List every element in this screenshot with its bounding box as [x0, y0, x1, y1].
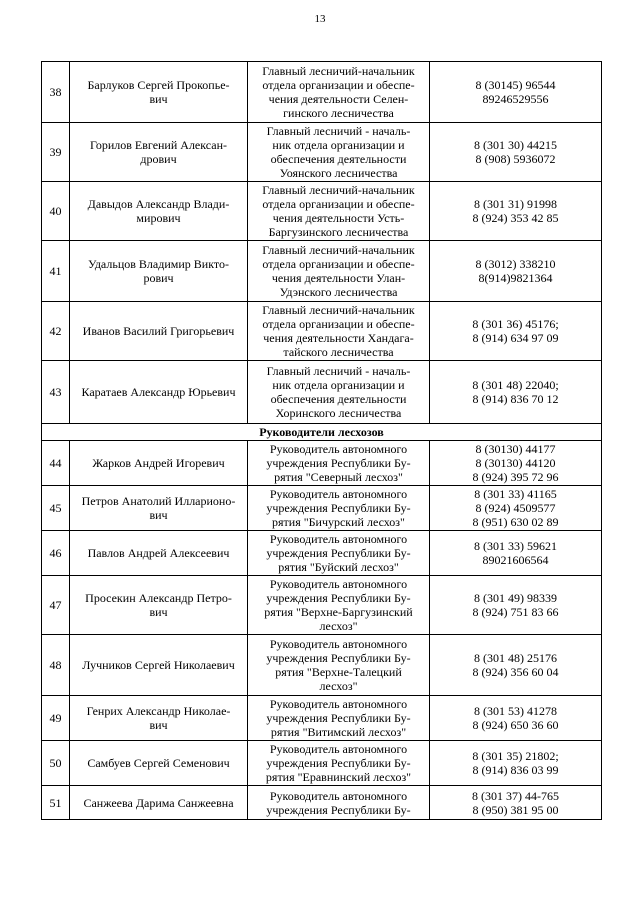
job-position [248, 441, 430, 486]
person-name [70, 635, 248, 696]
phone-numbers [430, 302, 602, 361]
job-position-line: Руководитель автономного [269, 442, 408, 456]
job-position-line: чения деятельности Селен- [268, 92, 409, 106]
contacts-table [41, 61, 602, 820]
phone-numbers-line: 8 (301 49) 98339 [474, 591, 557, 605]
person-name-line: Просекин Александр Петро- [85, 591, 232, 605]
phone-numbers-line: 8 (924) 650 36 60 [472, 718, 559, 732]
phone-numbers-line: 8 (301 33) 41165 [474, 487, 557, 501]
job-position-line: учреждения Республики Бу- [266, 501, 411, 515]
phone-numbers [430, 486, 602, 531]
job-position [248, 576, 430, 635]
phone-numbers [430, 576, 602, 635]
phone-numbers-line: 8 (301 30) 44215 [474, 138, 557, 152]
table-row [42, 361, 602, 424]
job-position-line: Хоринского лесничества [275, 406, 402, 420]
person-name-line: рович [143, 271, 174, 285]
job-position-line: отдела организации и обеспе- [262, 197, 415, 211]
person-name-line: вич [149, 92, 168, 106]
phone-numbers [430, 741, 602, 786]
job-position-line: рятия "Буйский лесхоз" [278, 560, 399, 574]
phone-numbers [430, 241, 602, 302]
phone-numbers [430, 635, 602, 696]
phone-numbers-line: 8 (924) 353 42 85 [472, 211, 559, 225]
phone-numbers-line: 8 (951) 630 02 89 [472, 515, 559, 529]
phone-numbers-line: 8(914)9821364 [478, 271, 553, 285]
job-position-line: чения деятельности Усть- [272, 211, 405, 225]
row-number: 49 [42, 696, 70, 741]
job-position-line: Руководитель автономного [269, 532, 408, 546]
row-number: 48 [42, 635, 70, 696]
phone-numbers-line: 8 (301 37) 44-765 [472, 788, 559, 803]
row-number: 44 [42, 441, 70, 486]
job-position-line: учреждения Республики Бу- [266, 591, 411, 605]
job-position-line: чения деятельности Улан- [271, 271, 406, 285]
job-position-line: тайского лесничества [283, 345, 394, 359]
person-name-line: Павлов Андрей Алексеевич [87, 546, 230, 560]
table-row [42, 576, 602, 635]
job-position-line: Руководитель автономного [269, 788, 408, 803]
phone-numbers-line: 8 (30130) 44120 [475, 456, 556, 470]
phone-numbers-line: 8 (30145) 96544 [475, 78, 556, 92]
person-name [70, 182, 248, 241]
phone-numbers-line: 8 (914) 634 97 09 [472, 331, 559, 345]
job-position-line: гинского лесничества [283, 106, 394, 120]
job-position-line: Главный лесничий-начальник [262, 243, 415, 257]
job-position-line: ник отдела организации и [272, 138, 405, 152]
job-position-line: чения деятельности Хандага- [263, 331, 414, 345]
row-number: 43 [42, 361, 70, 424]
phone-numbers-line: 8 (924) 356 60 04 [472, 665, 559, 679]
table-row [42, 302, 602, 361]
job-position-line: отдела организации и обеспе- [262, 257, 415, 271]
person-name-line: Давыдов Александр Влади- [87, 197, 230, 211]
row-number: 50 [42, 741, 70, 786]
table-row [42, 786, 602, 820]
person-name [70, 531, 248, 576]
table-row [42, 486, 602, 531]
job-position-line: учреждения Республики Бу- [266, 756, 411, 770]
job-position [248, 635, 430, 696]
job-position [248, 123, 430, 182]
phone-numbers-line: 8 (301 35) 21802; [472, 749, 559, 763]
person-name-line: Санжеева Дарима Санжеевна [83, 795, 234, 810]
phone-numbers-line: 8 (908) 5936072 [475, 152, 556, 166]
job-position-line: лесхоз" [319, 679, 358, 693]
person-name [70, 361, 248, 424]
job-position-line: Удэнского лесничества [279, 285, 398, 299]
phone-numbers-line: 8 (924) 4509577 [475, 501, 556, 515]
phone-numbers-line: 8 (950) 381 95 00 [472, 802, 559, 817]
phone-numbers [430, 123, 602, 182]
person-name-line: вич [149, 718, 168, 732]
job-position-line: Главный лесничий - началь- [266, 364, 411, 378]
job-position-line: Уоянского лесничества [279, 166, 398, 180]
page-number: 13 [314, 13, 326, 25]
phone-numbers [430, 786, 602, 820]
job-position [248, 786, 430, 820]
phone-numbers-line: 8 (924) 751 83 66 [472, 605, 559, 619]
job-position-line: Главный лесничий - началь- [266, 124, 411, 138]
person-name [70, 62, 248, 123]
person-name-line: Самбуев Сергей Семенович [87, 756, 230, 770]
section-header: Руководители лесхозов [42, 424, 602, 441]
phone-numbers-line: 89246529556 [482, 92, 549, 106]
phone-numbers-line: 89021606564 [482, 553, 549, 567]
person-name [70, 741, 248, 786]
table-row [42, 741, 602, 786]
person-name-line: Петров Анатолий Илларионо- [81, 494, 236, 508]
job-position-line: лесхоз" [319, 619, 358, 633]
job-position-line: Главный лесничий-начальник [262, 183, 415, 197]
person-name [70, 123, 248, 182]
row-number: 40 [42, 182, 70, 241]
person-name-line: Жарков Андрей Игоревич [92, 456, 225, 470]
job-position [248, 696, 430, 741]
job-position-line: рятия "Бичурский лесхоз" [272, 515, 405, 529]
row-number: 38 [42, 62, 70, 123]
phone-numbers-line: 8 (924) 395 72 96 [472, 470, 559, 484]
job-position [248, 62, 430, 123]
phone-numbers-line: 8 (3012) 338210 [475, 257, 556, 271]
table-row [42, 182, 602, 241]
job-position [248, 302, 430, 361]
person-name-line: Лучников Сергей Николаевич [82, 658, 235, 672]
phone-numbers [430, 361, 602, 424]
person-name-line: Генрих Александр Николае- [86, 704, 231, 718]
job-position-line: Руководитель автономного [269, 742, 408, 756]
job-position [248, 361, 430, 424]
person-name [70, 786, 248, 820]
phone-numbers-line: 8 (301 31) 91998 [474, 197, 557, 211]
job-position-line: Баргузинского лесничества [268, 225, 409, 239]
job-position-line: рятия "Верхне-Баргузинский [264, 605, 413, 619]
phone-numbers [430, 182, 602, 241]
phone-numbers [430, 441, 602, 486]
phone-numbers-line: 8 (301 48) 22040; [472, 378, 559, 392]
job-position-line: Руководитель автономного [269, 697, 408, 711]
person-name [70, 441, 248, 486]
row-number: 42 [42, 302, 70, 361]
person-name-line: Горилов Евгений Алексан- [89, 138, 228, 152]
contacts-table-body [42, 62, 602, 820]
job-position-line: рятия "Верхне-Талецкий [275, 665, 402, 679]
job-position [248, 486, 430, 531]
job-position-line: Руководитель автономного [269, 577, 408, 591]
person-name-line: Барлуков Сергей Прокопье- [87, 78, 230, 92]
job-position-line: обеспечения деятельности [270, 392, 407, 406]
job-position-line: рятия "Витимский лесхоз" [270, 725, 407, 739]
job-position-line: Главный лесничий-начальник [262, 64, 415, 78]
person-name [70, 576, 248, 635]
job-position-line: рятия "Северный лесхоз" [274, 470, 403, 484]
phone-numbers-line: 8 (301 36) 45176; [472, 317, 559, 331]
phone-numbers-line: 8 (301 33) 59621 [474, 539, 557, 553]
table-row [42, 696, 602, 741]
job-position [248, 531, 430, 576]
person-name [70, 696, 248, 741]
person-name-line: Удальцов Владимир Викто- [88, 257, 229, 271]
section-header-row [42, 424, 602, 441]
job-position-line: учреждения Республики Бу- [266, 546, 411, 560]
person-name-line: мирович [136, 211, 181, 225]
job-position-line: отдела организации и обеспе- [262, 78, 415, 92]
row-number: 51 [42, 786, 70, 820]
phone-numbers-line: 8 (914) 836 03 99 [472, 763, 559, 777]
row-number: 41 [42, 241, 70, 302]
job-position-line: отдела организации и обеспе- [262, 317, 415, 331]
table-row [42, 531, 602, 576]
phone-numbers-line: 8 (301 53) 41278 [474, 704, 557, 718]
job-position-line: Руководитель автономного [269, 637, 408, 651]
person-name [70, 486, 248, 531]
job-position-line: рятия "Еравнинский лесхоз" [265, 770, 412, 784]
person-name-line: вич [149, 605, 168, 619]
job-position [248, 182, 430, 241]
row-number: 45 [42, 486, 70, 531]
person-name-line: дрович [140, 152, 177, 166]
phone-numbers-line: 8 (30130) 44177 [475, 442, 556, 456]
person-name-line: Иванов Василий Григорьевич [82, 324, 235, 338]
person-name-line: вич [149, 508, 168, 522]
job-position [248, 241, 430, 302]
person-name [70, 241, 248, 302]
person-name-line: Каратаев Александр Юрьевич [81, 385, 236, 399]
row-number: 47 [42, 576, 70, 635]
person-name [70, 302, 248, 361]
job-position-line: обеспечения деятельности [270, 152, 407, 166]
table-row [42, 123, 602, 182]
phone-numbers [430, 62, 602, 123]
phone-numbers-line: 8 (301 48) 25176 [474, 651, 557, 665]
job-position-line: ник отдела организации и [272, 378, 405, 392]
job-position-line: учреждения Республики Бу- [266, 456, 411, 470]
phone-numbers-line: 8 (914) 836 70 12 [472, 392, 559, 406]
job-position-line: Руководитель автономного [269, 487, 408, 501]
phone-numbers [430, 696, 602, 741]
job-position-line: Главный лесничий-начальник [262, 303, 415, 317]
row-number: 39 [42, 123, 70, 182]
table-row [42, 241, 602, 302]
job-position-line: учреждения Республики Бу- [266, 802, 411, 817]
phone-numbers [430, 531, 602, 576]
table-row [42, 62, 602, 123]
job-position-line: учреждения Республики Бу- [266, 651, 411, 665]
job-position [248, 741, 430, 786]
row-number: 46 [42, 531, 70, 576]
table-row [42, 441, 602, 486]
table-row [42, 635, 602, 696]
job-position-line: учреждения Республики Бу- [266, 711, 411, 725]
